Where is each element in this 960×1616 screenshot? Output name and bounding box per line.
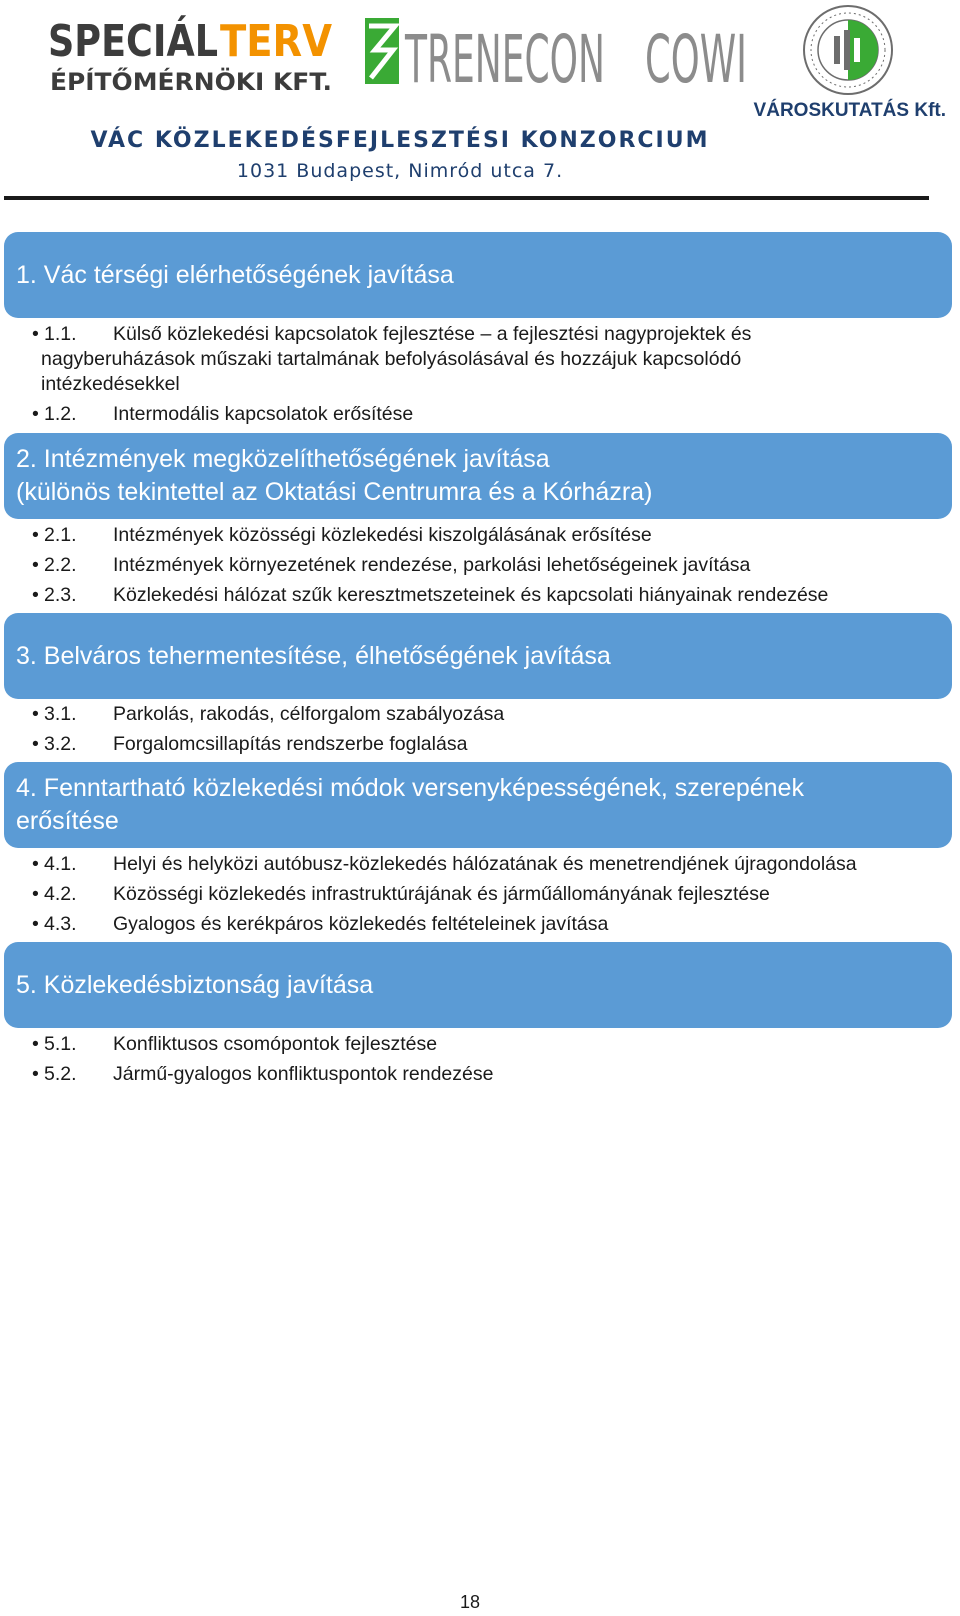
specialterv-logo-word2: TERV xyxy=(220,16,332,67)
bullet: • xyxy=(32,883,39,905)
item-text: Helyi és helyközi autóbusz-közlekedés hálózatának és menetrendjének újragondolása xyxy=(113,853,857,875)
item-number: 5.1. xyxy=(44,1033,77,1055)
item-number: 1.1. xyxy=(44,323,77,345)
trenecon-logo xyxy=(365,14,610,90)
bullet: • xyxy=(32,584,39,606)
item-text-continuation: nagyberuházások műszaki tartalmának befolyásolásával és hozzájuk kapcsolódó xyxy=(41,348,742,370)
header-logos xyxy=(0,0,960,110)
bullet: • xyxy=(32,524,39,546)
section-heading-line: 2. Intézmények megközelíthetőségének javítása xyxy=(16,445,550,473)
consortium-title: VÁC KÖZLEKEDÉSFEJLESZTÉSI KONZORCIUM xyxy=(90,128,710,153)
item-text: Gyalogos és kerékpáros közlekedés feltételeinek javítása xyxy=(113,913,609,935)
item-number: 4.2. xyxy=(44,883,77,905)
item-text: Közlekedési hálózat szűk keresztmetszeteinek és kapcsolati hiányainak rendezése xyxy=(113,584,829,606)
section-heading-line: 5. Közlekedésbiztonság javítása xyxy=(16,970,374,999)
trenecon-logo-text: TRENECON xyxy=(404,21,605,90)
section-heading-line: 1. Vác térségi elérhetőségének javítása xyxy=(16,260,454,289)
section-heading-line: 4. Fenntartható közlekedési módok versenyképességének, szerepének xyxy=(16,774,804,802)
bullet: • xyxy=(32,1063,39,1085)
item-text xyxy=(32,322,932,397)
bullet: • xyxy=(32,1033,39,1055)
specialterv-logo xyxy=(48,4,348,96)
item-text: Forgalomcsillapítás rendszerbe foglalása xyxy=(113,733,468,755)
bullet: • xyxy=(32,733,39,755)
item-text: Közösségi közlekedés infrastruktúrájának és járműállományának fejlesztése xyxy=(113,883,770,905)
item-number: 3.1. xyxy=(44,703,77,725)
section-2-heading xyxy=(4,433,952,519)
item-text: Intézmények közösségi közlekedési kiszolgálásának erősítése xyxy=(113,524,652,546)
item-text-continuation: intézkedésekkel xyxy=(41,373,180,395)
item-text-line: Külső közlekedési kapcsolatok fejlesztése – a fejlesztési nagyprojektek és xyxy=(113,323,752,345)
bullet: • xyxy=(32,913,39,935)
specialterv-logo-sub: ÉPÍTŐMÉRNÖKI KFT. xyxy=(50,68,322,96)
consortium-address: 1031 Budapest, Nimród utca 7. xyxy=(236,160,564,182)
cowi-logo-text: COWI xyxy=(645,21,747,90)
item-number: 1.2. xyxy=(44,403,77,425)
bullet: • xyxy=(32,703,39,725)
cowi-logo xyxy=(645,14,750,90)
item-number: 2.3. xyxy=(44,584,77,606)
bullet: • xyxy=(32,323,39,345)
item-number: 5.2. xyxy=(44,1063,77,1085)
list-item-1-1 xyxy=(32,322,932,397)
item-number: 2.1. xyxy=(44,524,77,546)
page-number: 18 xyxy=(459,1592,481,1612)
item-text: Konfliktusos csomópontok fejlesztése xyxy=(113,1033,438,1055)
section-5-heading xyxy=(4,942,952,1028)
section-heading-line: (különös tekintettel az Oktatási Centrumra és a Kórházra) xyxy=(16,478,653,506)
section-heading-line: erősítése xyxy=(16,807,119,835)
item-text: Jármű-gyalogos konfliktuspontok rendezése xyxy=(113,1063,494,1085)
header-divider xyxy=(4,196,929,200)
section-heading-line: 3. Belváros tehermentesítése, élhetőségének javítása xyxy=(16,641,611,670)
bullet: • xyxy=(32,403,39,425)
item-number: 2.2. xyxy=(44,554,77,576)
specialterv-logo-word: SPECIÁL xyxy=(48,16,253,67)
item-text: Intermodális kapcsolatok erősítése xyxy=(113,403,414,425)
section-1-heading xyxy=(4,232,952,318)
section-4-heading xyxy=(4,762,952,848)
company-name: VÁROSKUTATÁS Kft. xyxy=(753,100,946,121)
item-text: Parkolás, rakodás, célforgalom szabályozása xyxy=(113,703,505,725)
varoskutatas-seal-logo xyxy=(800,2,896,98)
item-number: 4.3. xyxy=(44,913,77,935)
bullet: • xyxy=(32,853,39,875)
item-number: 4.1. xyxy=(44,853,77,875)
item-text: Intézmények környezetének rendezése, parkolási lehetőségeinek javítása xyxy=(113,554,751,576)
section-3-heading xyxy=(4,613,952,699)
item-number: 3.2. xyxy=(44,733,77,755)
bullet: • xyxy=(32,554,39,576)
